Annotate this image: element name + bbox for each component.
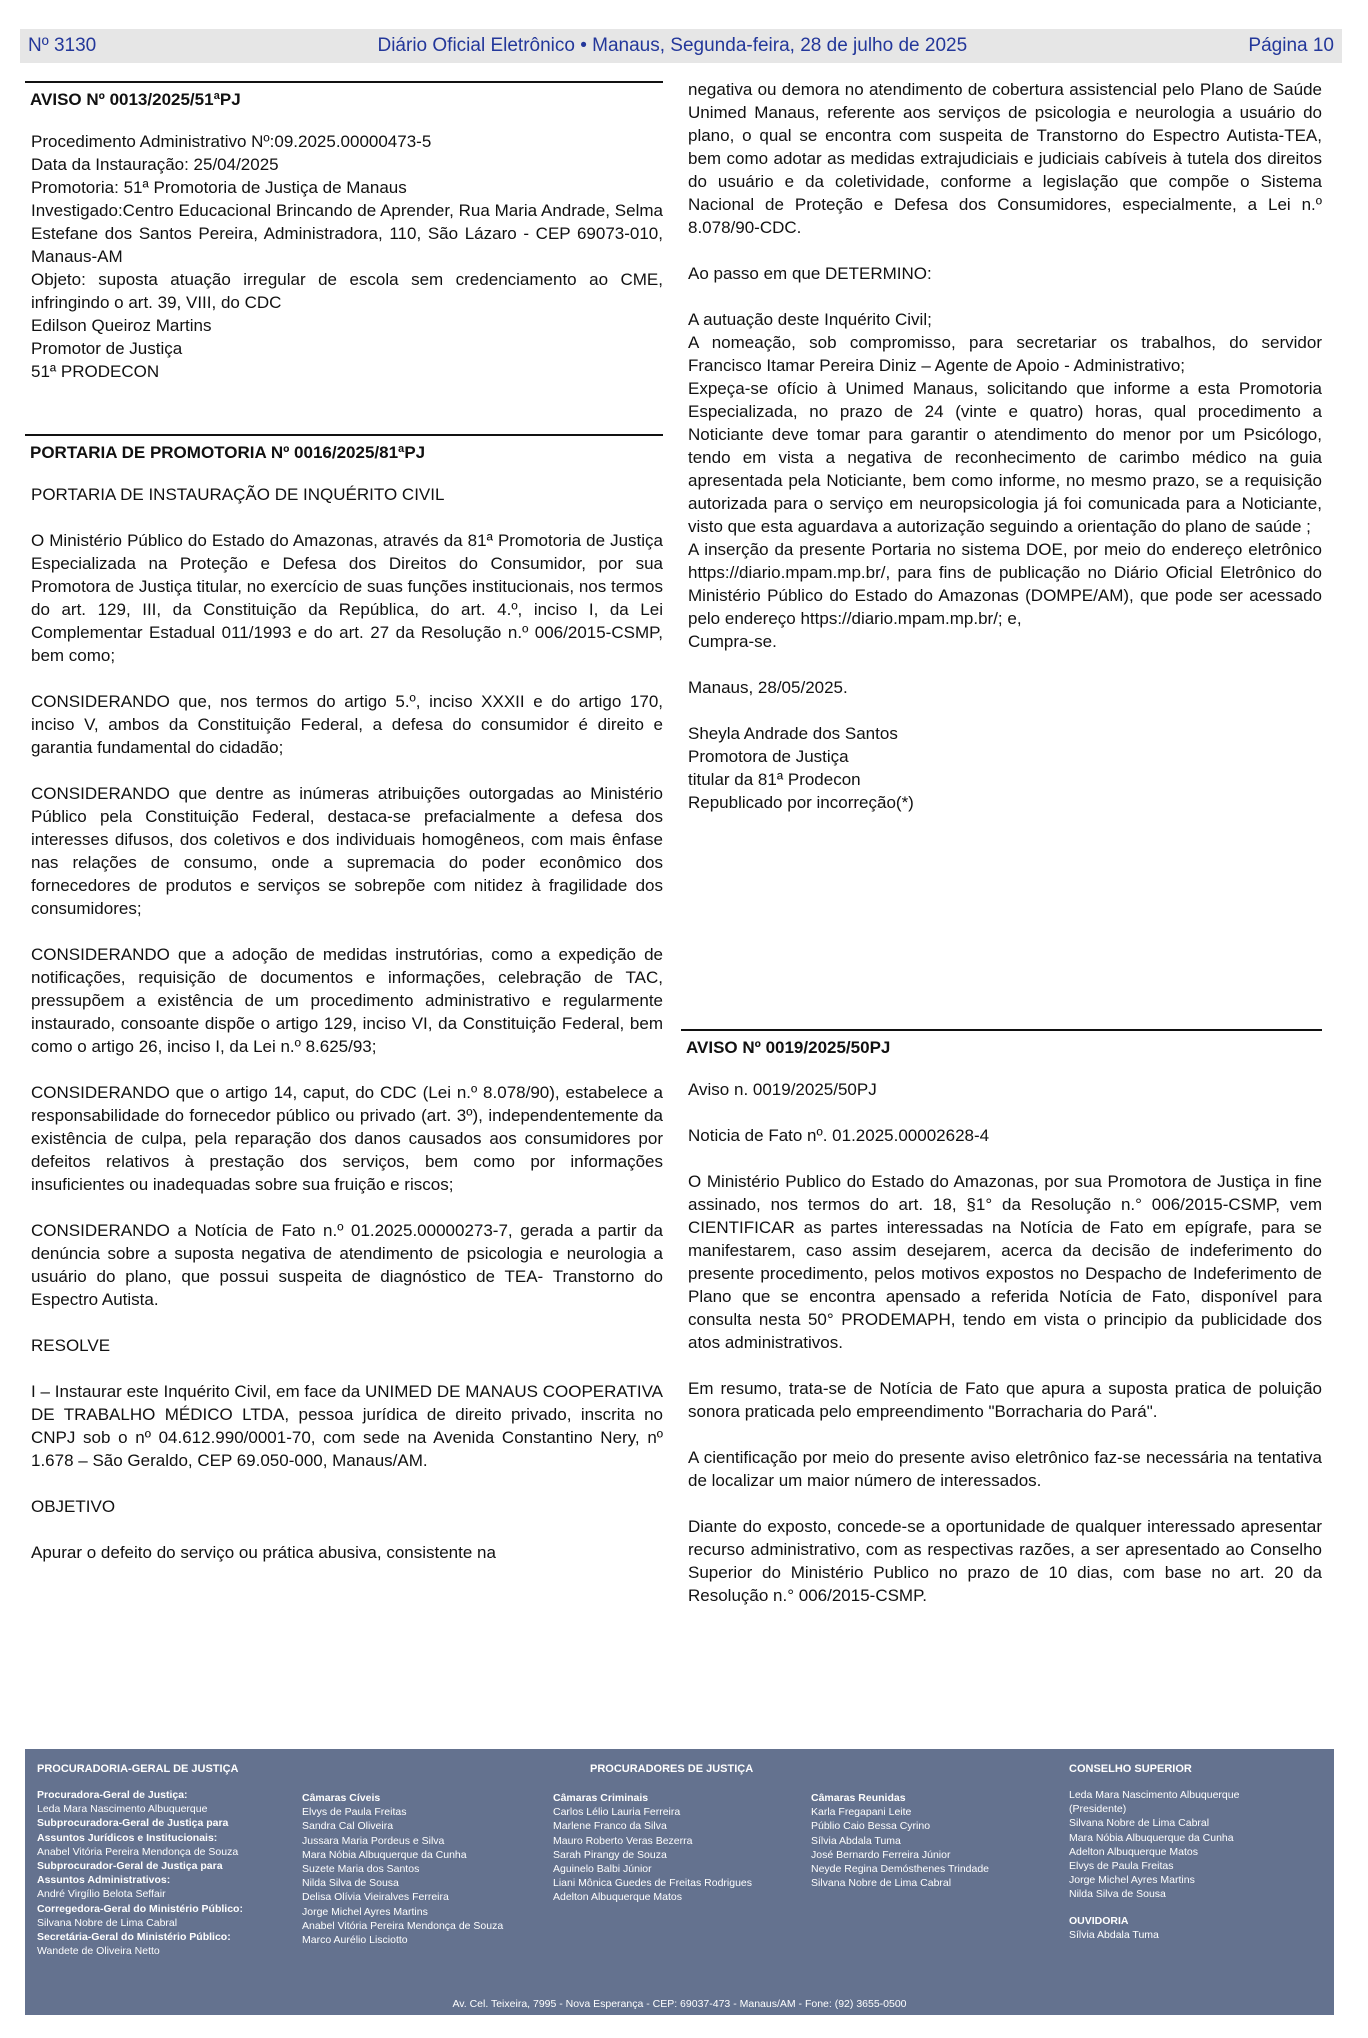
person-name: Adelton Albuquerque Matos [553, 1891, 683, 1904]
determination-item: Cumpra-se. [688, 632, 777, 651]
person-name: Aguinelo Balbi Júnior [553, 1863, 652, 1876]
aviso-13-line: 51ª PRODECON [31, 362, 160, 381]
camaras-criminais [553, 1791, 752, 1905]
person-name: Elvys de Paula Freitas [1069, 1860, 1174, 1873]
determination-item: Expeça-se ofício à Unimed Manaus, solicitando que informe a esta Promotoria Especializada, no prazo de 24 (vinte e quatro) horas, qual procedimento a Noticiante deve tomar para garantir o atendimento do menor por um Psicólogo, tendo em vista a negativa de reconhecimento de carimbo médico na guia apresentada pela Noticiante, bem como informe, no mesmo prazo, se a requisição autorizada para o serviço em neuropsicologia já foi comunicada para a Noticiante, visto que esta aguardava a autorização seguindo a orientação do plano de saúde ; [688, 379, 1322, 536]
section-divider [25, 434, 663, 436]
portaria-paragraph: CONSIDERANDO que, nos termos do artigo 5.º, inciso XXXII e do artigo 170, inciso V, ambos da Constituição Federal, a defesa do consumidor é direito e garantia fundamental do cidadão; [31, 692, 663, 757]
ouvidoria-heading: OUVIDORIA [1069, 1914, 1129, 1927]
aviso-13-line: Objeto: suposta atuação irregular de escola sem credenciamento ao CME, infringindo o art. 39, VIII, do CDC [31, 270, 663, 312]
camaras-reunidas [811, 1791, 989, 1890]
person-name: Neyde Regina Demósthenes Trindade [811, 1863, 990, 1876]
pgj-role: Procuradora-Geral de Justiça: [37, 1789, 188, 1801]
portaria-paragraph: OBJETIVO [31, 1497, 116, 1516]
aviso-19-paragraph: Em resumo, trata-se de Notícia de Fato que apura a suposta pratica de poluição sonora praticada pelo empreendimento "Borracharia do Pará". [688, 1379, 1322, 1421]
aviso-13-line: Edilson Queiroz Martins [31, 316, 212, 335]
place-date: Manaus, 28/05/2025. [688, 678, 848, 697]
camaras-reunidas-title: Câmaras Reunidas [811, 1792, 906, 1804]
person-name: Silvana Nobre de Lima Cabral [1069, 1817, 1210, 1830]
pgj-name: Silvana Nobre de Lima Cabral [37, 1916, 178, 1929]
pgj-role: Subprocurador-Geral de Justiça para Assuntos Administrativos: [37, 1860, 223, 1887]
aviso-13-line: Procedimento Administrativo Nº:09.2025.00000473-5 [31, 132, 432, 151]
portaria-paragraph: CONSIDERANDO a Notícia de Fato n.º 01.2025.00000273-7, gerada a partir da denúncia sobre a suposta negativa de atendimento de psicologia e neurologia a usuário do plano, que possui suspeita de diagnóstico de TEA- Transtorno do Espectro Autista. [31, 1221, 663, 1309]
pgj-name: André Virgílio Belota Seffair [37, 1888, 166, 1901]
procuradores-heading: PROCURADORES DE JUSTIÇA [590, 1763, 754, 1775]
aviso-19-body [688, 1078, 1322, 1630]
page-number: Página 10 [1248, 35, 1334, 56]
aviso-19-paragraph: Diante do exposto, concede-se a oportunidade de qualquer interessado apresentar recurso administrativo, com as respectivas razões, a ser apresentado ao Conselho Superior do Ministério Publico no prazo de 10 dias, com base no art. 20 da Resolução n.° 006/2015-CSMP. [688, 1517, 1322, 1605]
pgj-role: Secretária-Geral do Ministério Público: [37, 1931, 231, 1944]
page-header [20, 29, 1342, 63]
camaras-criminais-title: Câmaras Criminais [553, 1792, 649, 1804]
aviso-19-title: AVISO Nº 0019/2025/50PJ [686, 1038, 891, 1057]
person-name: Anabel Vitória Pereira Mendonça de Souza [302, 1919, 504, 1932]
person-name: Jussara Maria Pordeus e Silva [302, 1834, 445, 1847]
aviso-13-line: Data da Instauração: 25/04/2025 [31, 155, 279, 174]
journal-title: Diário Oficial Eletrônico • Manaus, Segunda-feira, 28 de julho de 2025 [377, 35, 968, 56]
person-name: Sarah Pirangy de Souza [553, 1848, 667, 1861]
aviso-13-line: Promotor de Justiça [31, 339, 183, 358]
determination-item: A inserção da presente Portaria no sistema DOE, por meio do endereço eletrônico https://diario.mpam.mp.br/, para fins de publicação no Diário Oficial Eletrônico do Ministério Público do Estado do Amazonas (DOMPE/AM), que pode ser acessado pelo endereço https://diario.mpam.mp.br/; e, [688, 540, 1322, 628]
aviso-13-line: Promotoria: 51ª Promotoria de Justiça de Manaus [31, 178, 407, 197]
aviso-13-title: AVISO Nº 0013/2025/51ªPJ [30, 90, 241, 109]
camaras-reunidas-names [811, 1805, 989, 1890]
pgj-list [37, 1788, 243, 1958]
person-name: Adelton Albuquerque Matos [1069, 1845, 1199, 1858]
person-name: Sílvia Abdala Tuma [811, 1834, 901, 1847]
portaria-body-right [688, 78, 1322, 814]
portaria-paragraph: I – Instaurar este Inquérito Civil, em face da UNIMED DE MANAUS COOPERATIVA DE TRABALHO MÉDICO LTDA, pessoa jurídica de direito privado, inscrita no CNPJ sob o nº 04.612.990/0001-70, com sede na Avenida Constantino Nery, nº 1.678 – São Geraldo, CEP 69.050-000, Manaus/AM. [31, 1382, 663, 1470]
pgj-name: Leda Mara Nascimento Albuquerque [37, 1803, 208, 1816]
determination-item: A autuação deste Inquérito Civil; [688, 310, 932, 329]
section-divider [681, 1029, 1322, 1031]
aviso-19-paragraph: Aviso n. 0019/2025/50PJ [688, 1080, 877, 1099]
pgj-name: Wandete de Oliveira Netto [37, 1945, 160, 1958]
person-name: (Presidente) [1069, 1803, 1127, 1816]
aviso-13-line: Investigado:Centro Educacional Brincando de Aprender, Rua Maria Andrade, Selma Estefane dos Santos Pereira, Administradora, 110, São Lázaro - CEP 69073-010, Manaus-AM [31, 201, 663, 266]
signature-line: Promotora de Justiça [688, 747, 849, 766]
person-name: Marlene Franco da Silva [553, 1820, 667, 1833]
person-name: Nilda Silva de Sousa [1069, 1888, 1166, 1901]
person-name: Carlos Lélio Lauria Ferreira [553, 1806, 681, 1819]
conselho-heading: CONSELHO SUPERIOR [1069, 1763, 1192, 1775]
portaria-title: PORTARIA DE PROMOTORIA Nº 0016/2025/81ªPJ [30, 443, 426, 462]
portaria-paragraph: CONSIDERANDO que a adoção de medidas instrutórias, como a expedição de notificações, requisição de documentos e informações, celebração de TAC, pressupõem a existência de um procedimento administrativo e regularmente instaurado, consoante dispõe o artigo 129, inciso VI, da Constituição Federal, bem como o artigo 26, inciso I, da Lei n.º 8.625/93; [31, 945, 663, 1056]
person-name: Nilda Silva de Sousa [302, 1877, 399, 1890]
ouvidoria-name: Sílvia Abdala Tuma [1069, 1928, 1159, 1941]
person-name: Jorge Michel Ayres Martins [302, 1905, 428, 1918]
portaria-paragraph: Ao passo em que DETERMINO: [688, 264, 932, 283]
person-name: Karla Fregapani Leite [811, 1806, 912, 1819]
portaria-paragraph: negativa ou demora no atendimento de cobertura assistencial pelo Plano de Saúde Unimed Manaus, referente aos serviços de psicologia e neurologia a usuário do plano, o qual se encontra com suspeita de Transtorno do Espectro Autista-TEA, bem como adotar as medidas extrajudiciais e judiciais cabíveis à tutela dos direitos do usuário e da coletividade, conforme a legislação que compõe o Sistema Nacional de Proteção e Defesa dos Consumidores, especialmente, a Lei n.º 8.078/90-CDC. [688, 80, 1322, 237]
determination-item: A nomeação, sob compromisso, para secretariar os trabalhos, do servidor Francisco Itamar Pereira Diniz – Agente de Apoio - Administrativo; [688, 333, 1322, 375]
person-name: Públio Caio Bessa Cyrino [811, 1820, 931, 1833]
person-name: Sandra Cal Oliveira [302, 1820, 394, 1833]
footer-address: Av. Cel. Teixeira, 7995 - Nova Esperança - CEP: 69037-473 - Manaus/AM - Fone: (92) 3655-0500 [452, 1998, 907, 2010]
portaria-paragraph: Apurar o defeito do serviço ou prática abusiva, consistente na [31, 1543, 496, 1562]
person-name: Elvys de Paula Freitas [302, 1806, 407, 1819]
portaria-paragraph: PORTARIA DE INSTAURAÇÃO DE INQUÉRITO CIVIL [31, 485, 445, 504]
person-name: Mara Nóbia Albuquerque da Cunha [1069, 1831, 1234, 1844]
camaras-civeis [302, 1791, 503, 1947]
person-name: Leda Mara Nascimento Albuquerque [1069, 1789, 1240, 1801]
signature-line: Republicado por incorreção(*) [688, 793, 914, 812]
camaras-civeis-title: Câmaras Cíveis [302, 1792, 381, 1804]
signature-line: titular da 81ª Prodecon [688, 770, 861, 789]
section-divider [25, 81, 663, 83]
pgj-role: Subprocuradora-Geral de Justiça para Assuntos Jurídicos e Institucionais: [37, 1817, 229, 1844]
portaria-paragraph: CONSIDERANDO que o artigo 14, caput, do CDC (Lei n.º 8.078/90), estabelece a responsabilidade do fornecedor público ou privado (art. 3º), independentemente da existência de culpa, pela reparação dos danos causados aos consumidores por defeitos relativos à prestação dos serviços, bem como por informações insuficientes ou inadequadas sobre sua fruição e riscos; [31, 1083, 663, 1194]
person-name: Jorge Michel Ayres Martins [1069, 1874, 1195, 1887]
aviso-13-body [31, 130, 663, 383]
pgj-name: Anabel Vitória Pereira Mendonça de Souza [37, 1845, 239, 1858]
portaria-paragraph: O Ministério Público do Estado do Amazonas, através da 81ª Promotoria de Justiça Especializada na Proteção e Defesa dos Direitos do Consumidor, por sua Promotora de Justiça titular, no exercício de suas funções institucionais, nos termos do art. 129, III, da Constituição da República, do art. 4.º, inciso I, da Lei Complementar Estadual 011/1993 e do art. 27 da Resolução n.º 006/2015-CSMP, bem como; [31, 531, 663, 665]
person-name: Silvana Nobre de Lima Cabral [811, 1877, 952, 1890]
person-name: Suzete Maria dos Santos [302, 1863, 420, 1876]
portaria-paragraph: RESOLVE [31, 1336, 111, 1355]
person-name: Liani Mônica Guedes de Freitas Rodrigues [553, 1877, 753, 1890]
signature-line: Sheyla Andrade dos Santos [688, 724, 898, 743]
portaria-paragraph: CONSIDERANDO que dentre as inúmeras atribuições outorgadas ao Ministério Público pela Constituição Federal, destaca-se prefacialmente a defesa dos interesses difusos, dos coletivos e dos individuais homogêneos, com mais ênfase nas relações de consumo, onde a supremacia do poder econômico dos fornecedores de produtos e serviços se sobrepõe com nitidez à fragilidade dos consumidores; [31, 784, 663, 918]
person-name: Delisa Olívia Vieiralves Ferreira [302, 1891, 449, 1904]
pgj-role: Corregedora-Geral do Ministério Público: [37, 1902, 243, 1915]
page-footer [25, 1749, 1334, 2015]
aviso-19-paragraph: O Ministério Publico do Estado do Amazonas, por sua Promotora de Justiça in fine assinado, nos termos do art. 18, §1° da Resolução n.° 006/2015-CSMP, vem CIENTIFICAR as partes interessadas na Notícia de Fato em epígrafe, para se manifestarem, caso assim desejarem, acerca da decisão de indeferimento do presente procedimento, pelos motivos expostos no Despacho de Indeferimento de Plano que se encontra apensado a referida Notícia de Fato, disponível para consulta nesta 50° PRODEMAPH, tendo em vista o principio da publicidade dos atos administrativos. [688, 1172, 1322, 1352]
pgj-heading: PROCURADORIA-GERAL DE JUSTIÇA [37, 1763, 239, 1775]
person-name: Mauro Roberto Veras Bezerra [553, 1834, 693, 1847]
aviso-19-paragraph: A cientificação por meio do presente aviso eletrônico faz-se necessária na tentativa de localizar um maior número de interessados. [688, 1448, 1322, 1490]
issue-number: Nº 3130 [28, 35, 97, 56]
camaras-civeis-names [302, 1805, 503, 1947]
person-name: Marco Aurélio Lisciotto [302, 1934, 408, 1947]
portaria-body-left [31, 483, 663, 1587]
aviso-19-paragraph: Noticia de Fato nº. 01.2025.00002628-4 [688, 1126, 990, 1145]
conselho-list [1069, 1788, 1239, 1942]
person-name: José Bernardo Ferreira Júnior [811, 1848, 951, 1861]
person-name: Mara Nóbia Albuquerque da Cunha [302, 1848, 467, 1861]
conselho-names [1069, 1788, 1239, 1902]
camaras-criminais-names [553, 1805, 752, 1904]
